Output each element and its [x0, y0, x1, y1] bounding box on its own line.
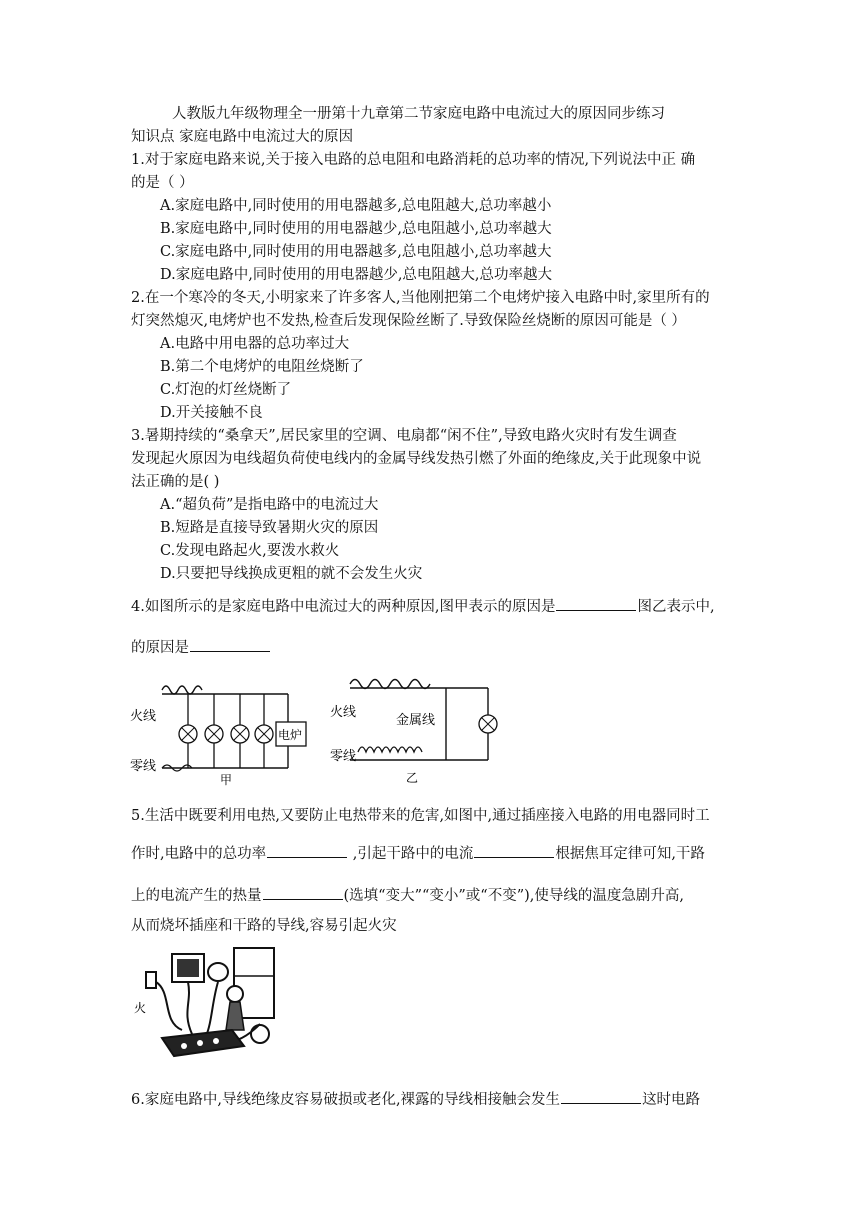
q5-stem-line3 [131, 885, 684, 906]
q4-answer-blank-1[interactable] [556, 596, 636, 611]
fire-label: 火 [134, 1001, 147, 1015]
q3-stem-line3: 法正确的是( ) [131, 474, 220, 490]
pot-shape [251, 1025, 269, 1043]
q4-text-c: 的原因是 [131, 640, 189, 656]
q2-option-b: B.第二个电烤炉的电阻丝烧断了 [160, 359, 364, 375]
yi-live-label: 火线 [330, 705, 357, 720]
yi-lamp [479, 715, 497, 733]
q5-stem-line1: 5.生活中既要利用电热,又要防止电热带来的危害,如图中,通过插座接入电路的用电器同时工 [131, 808, 710, 824]
kettle-shape [208, 963, 228, 981]
q4-stem-line2 [131, 637, 271, 658]
yi-live-scribble [350, 680, 430, 689]
q3-option-b: B.短路是直接导致暑期火灾的原因 [160, 520, 379, 536]
q5-answer-blank-3[interactable] [263, 885, 343, 900]
q6-text-a: 6.家庭电路中,导线绝缘皮容易破损或老化,裸露的导线相接触会发生 [131, 1092, 561, 1108]
q2-option-d: D.开关接触不良 [160, 405, 263, 421]
jia-live-label: 火线 [130, 709, 157, 724]
q5-text-a: 作时,电路中的总功率 [131, 846, 267, 862]
jia-lamp-3 [231, 694, 249, 768]
yi-neutral-label: 零线 [330, 749, 357, 764]
jia-lamp-4 [255, 694, 273, 768]
q2-stem-line1: 2.在一个寒冷的冬天,小明家来了许多客人,当他刚把第二个电烤炉接入电路中时,家里所有的 [131, 290, 710, 306]
person-body [226, 1002, 244, 1030]
q3-stem-line1: 3.暑期持续的“桑拿天”,居民家里的空调、电扇都“闲不住”,导致电路火灾时有发生调查 [131, 428, 677, 444]
q1-stem-line2: 的是（ ） [131, 175, 194, 191]
q3-stem-line2: 发现起火原因为电线超负荷使电线内的金属导线发热引燃了外面的绝缘皮,关于此现象中说 [131, 451, 702, 467]
q2-stem-line2: 灯突然熄灭,电烤炉也不发热,检查后发现保险丝断了.导致保险丝烧断的原因可能是（ ） [131, 313, 686, 329]
strip-outlet-1 [181, 1043, 187, 1049]
q3-option-d: D.只要把导线换成更粗的就不会发生火灾 [160, 566, 423, 582]
q5-answer-blank-2[interactable] [474, 843, 554, 858]
q5-text-c: 根据焦耳定律可知,干路 [555, 846, 705, 862]
q2-option-a: A.电路中用电器的总功率过大 [160, 336, 350, 352]
q1-option-d: D.家庭电路中,同时使用的用电器越少,总电阻越大,总功率越大 [160, 267, 553, 283]
q3-option-c: C.发现电路起火,要泼水救火 [160, 543, 340, 559]
q5-text-b: ,引起干路中的电流 [348, 846, 474, 862]
worksheet-title: 人教版九年级物理全一册第十九章第二节家庭电路中电流过大的原因同步练习 [172, 106, 665, 122]
strip-outlet-2 [197, 1040, 203, 1046]
q4-text-a: 4.如图所示的是家庭电路中电流过大的两种原因,图甲表示的原因是 [131, 599, 556, 615]
jia-lamp-2 [205, 694, 223, 768]
knowledge-point: 知识点 家庭电路中电流过大的原因 [131, 129, 354, 145]
q4-stem-line1 [131, 596, 715, 617]
q1-option-c: C.家庭电路中,同时使用的用电器越多,总电阻越小,总功率越大 [160, 244, 552, 260]
tv-screen [177, 959, 199, 977]
q4-text-b: 图乙表示中, [637, 599, 715, 615]
q5-stem-line2 [131, 843, 705, 864]
yi-caption: 乙 [406, 771, 419, 785]
q5-answer-blank-1[interactable] [267, 843, 347, 858]
q2-option-c: C.灯泡的灯丝烧断了 [160, 382, 292, 398]
q5-text-e: (选填“变大”“变小”或“不变”),使导线的温度急剧升高, [343, 888, 685, 904]
jia-caption: 甲 [220, 773, 233, 787]
q4-figure-yi [328, 664, 498, 786]
q4-answer-blank-2[interactable] [190, 637, 270, 652]
wall-socket [146, 972, 156, 988]
strip-outlet-3 [213, 1038, 219, 1044]
q1-stem-line1: 1.对于家庭电路来说,关于接入电路的总电阻和电路消耗的总功率的情况,下列说法中正 确 [131, 152, 696, 168]
yi-neutral-scribble [358, 747, 422, 752]
jia-neutral-label: 零线 [130, 759, 157, 774]
q5-figure-overload [132, 942, 282, 1067]
q5-stem-line4: 从而烧坏插座和干路的导线,容易引起火灾 [131, 918, 397, 934]
q6-answer-blank-1[interactable] [561, 1089, 641, 1104]
jia-heater-label: 电炉 [278, 728, 303, 742]
q1-option-a: A.家庭电路中,同时使用的用电器越多,总电阻越大,总功率越小 [160, 198, 552, 214]
jia-lamp-1 [179, 694, 197, 768]
yi-metal-label: 金属线 [396, 713, 436, 728]
q3-option-a: A.“超负荷”是指电路中的电流过大 [160, 497, 379, 513]
q4-figure-jia [128, 672, 313, 787]
q6-stem-line1 [131, 1089, 700, 1110]
q6-text-b: 这时电路 [642, 1092, 701, 1108]
q5-text-d: 上的电流产生的热量 [131, 888, 262, 904]
person-head [227, 986, 243, 1002]
q1-option-b: B.家庭电路中,同时使用的用电器越少,总电阻越小,总功率越大 [160, 221, 552, 237]
jia-fuse-scribble [162, 686, 202, 694]
